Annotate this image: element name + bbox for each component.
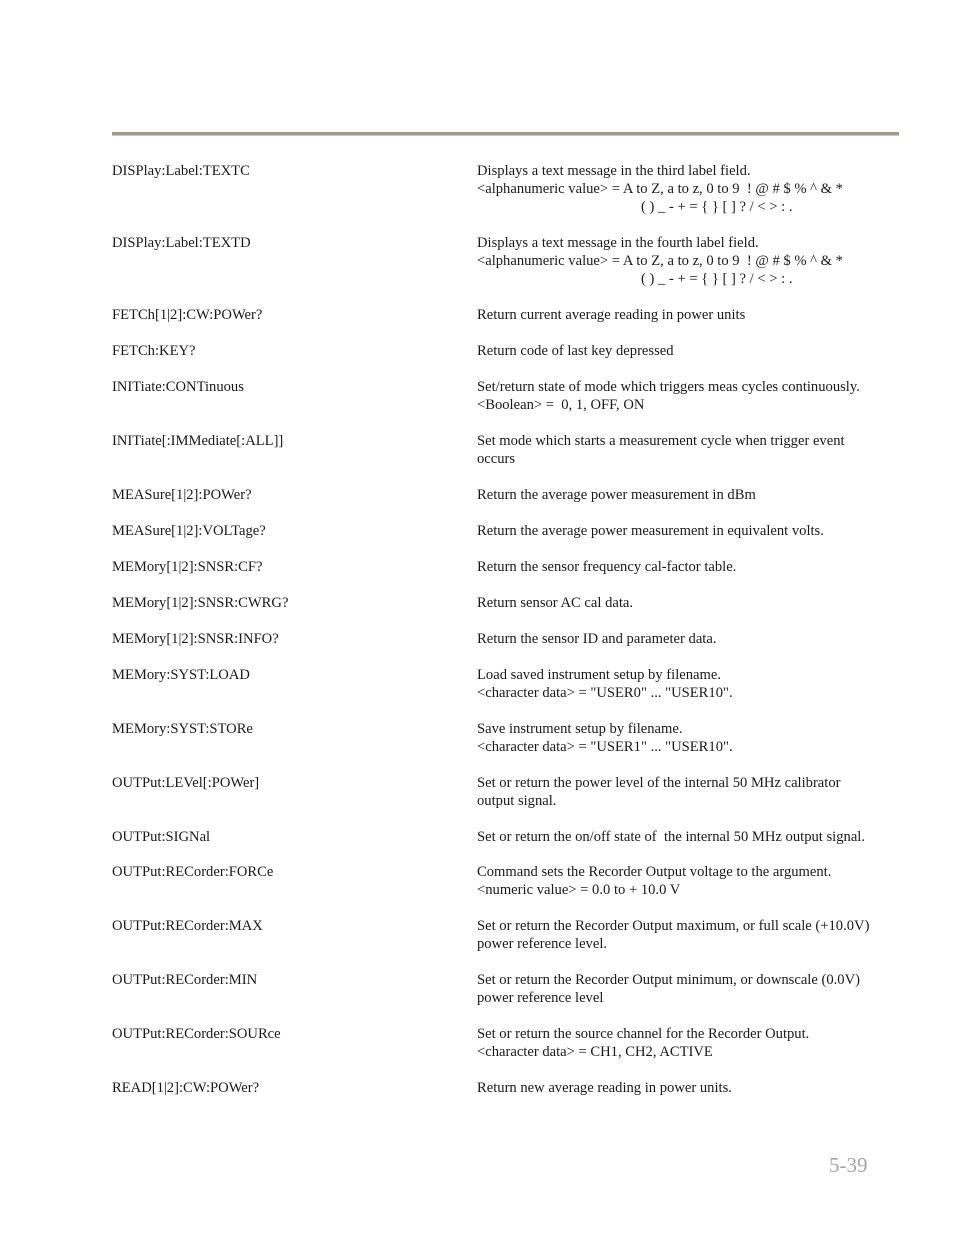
page-number: 5-39 <box>829 1153 868 1177</box>
command-description <box>477 630 912 648</box>
command-row <box>112 234 912 288</box>
command-row <box>112 342 912 360</box>
description-line: Set or return the Recorder Output maximum, or full scale (+10.0V) <box>477 918 870 934</box>
command-description <box>477 486 912 504</box>
command-row <box>112 774 912 810</box>
description-line: Return code of last key depressed <box>477 343 674 359</box>
command-description <box>477 522 912 540</box>
command-description <box>477 917 912 953</box>
command-description <box>477 1025 912 1061</box>
command-description <box>477 971 912 1007</box>
description-line: Set or return the power level of the internal 50 MHz calibrator <box>477 775 841 791</box>
description-line: Return sensor AC cal data. <box>477 595 634 611</box>
command-row <box>112 828 912 846</box>
command-table <box>112 162 912 1115</box>
description-line: ( ) _ - + = { } [ ] ? / < > : . <box>641 199 793 215</box>
command-description <box>477 432 912 468</box>
command-row <box>112 666 912 702</box>
command-name: FETCh[1|2]:CW:POWer? <box>112 307 263 323</box>
description-line: Load saved instrument setup by filename. <box>477 667 721 683</box>
command-name: MEMory[1|2]:SNSR:CWRG? <box>112 595 289 611</box>
command-description <box>477 234 912 288</box>
command-name: MEASure[1|2]:VOLTage? <box>112 523 266 539</box>
description-line: Command sets the Recorder Output voltage to the argument. <box>477 864 832 880</box>
command-row <box>112 630 912 648</box>
command-description <box>477 162 912 216</box>
description-line: <Boolean> = 0, 1, OFF, ON <box>477 397 645 413</box>
command-row <box>112 971 912 1007</box>
command-row <box>112 378 912 414</box>
command-name: OUTPut:RECorder:FORCe <box>112 864 274 880</box>
command-name: INITiate:CONTinuous <box>112 379 244 395</box>
command-row <box>112 1025 912 1061</box>
command-name: INITiate[:IMMediate[:ALL]] <box>112 433 284 449</box>
command-name: MEMory:SYST:LOAD <box>112 667 250 683</box>
command-row <box>112 558 912 576</box>
description-line: Displays a text message in the third label field. <box>477 163 751 179</box>
command-description <box>477 1079 912 1097</box>
description-line: Set mode which starts a measurement cycle when trigger event <box>477 433 845 449</box>
command-row <box>112 720 912 756</box>
command-row <box>112 522 912 540</box>
command-name: MEMory:SYST:STORe <box>112 721 253 737</box>
description-line: <character data> = "USER0" ... "USER10". <box>477 685 733 701</box>
command-description <box>477 594 912 612</box>
command-name: MEMory[1|2]:SNSR:INFO? <box>112 631 279 647</box>
command-row <box>112 863 912 899</box>
description-line: Set or return the source channel for the Recorder Output. <box>477 1026 810 1042</box>
command-row <box>112 162 912 216</box>
command-description <box>477 828 912 846</box>
command-name: OUTPut:SIGNal <box>112 829 211 845</box>
command-name: FETCh:KEY? <box>112 343 196 359</box>
description-line: Set/return state of mode which triggers meas cycles continuously. <box>477 379 860 395</box>
description-line: ( ) _ - + = { } [ ] ? / < > : . <box>641 271 793 287</box>
description-line: <alphanumeric value> = A to Z, a to z, 0 to 9 ! @ # $ % ^ & * <box>477 181 843 197</box>
command-description <box>477 720 912 756</box>
description-line: Set or return the on/off state of the internal 50 MHz output signal. <box>477 829 866 845</box>
command-name: MEMory[1|2]:SNSR:CF? <box>112 559 263 575</box>
description-line: Return the sensor ID and parameter data. <box>477 631 717 647</box>
command-name: OUTPut:RECorder:SOURce <box>112 1026 281 1042</box>
description-line: <character data> = "USER1" ... "USER10". <box>477 739 733 755</box>
description-line: Displays a text message in the fourth label field. <box>477 235 759 251</box>
description-line: Return current average reading in power units <box>477 307 746 323</box>
description-line: Return new average reading in power units. <box>477 1080 732 1096</box>
command-description <box>477 863 912 899</box>
command-name: READ[1|2]:CW:POWer? <box>112 1080 260 1096</box>
command-description <box>477 306 912 324</box>
description-line: <character data> = CH1, CH2, ACTIVE <box>477 1044 713 1060</box>
description-line: Save instrument setup by filename. <box>477 721 683 737</box>
command-description <box>477 378 912 414</box>
description-line: power reference level <box>477 990 604 1006</box>
command-description <box>477 666 912 702</box>
command-name: OUTPut:LEVel[:POWer] <box>112 775 260 791</box>
command-description <box>477 342 912 360</box>
description-line: Set or return the Recorder Output minimum, or downscale (0.0V) <box>477 972 860 988</box>
description-line: power reference level. <box>477 936 608 952</box>
description-line: output signal. <box>477 793 557 809</box>
description-line: Return the sensor frequency cal-factor table. <box>477 559 737 575</box>
description-line: <alphanumeric value> = A to Z, a to z, 0 to 9 ! @ # $ % ^ & * <box>477 253 843 269</box>
description-line: Return the average power measurement in equivalent volts. <box>477 523 824 539</box>
command-row <box>112 594 912 612</box>
command-description <box>477 774 912 810</box>
command-row <box>112 306 912 324</box>
command-row <box>112 432 912 468</box>
command-name: OUTPut:RECorder:MAX <box>112 918 263 934</box>
description-line: Return the average power measurement in dBm <box>477 487 756 503</box>
command-row <box>112 486 912 504</box>
command-row <box>112 1079 912 1097</box>
header-rule <box>112 132 899 136</box>
description-line: <numeric value> = 0.0 to + 10.0 V <box>477 882 681 898</box>
command-name: MEASure[1|2]:POWer? <box>112 487 252 503</box>
command-row <box>112 917 912 953</box>
command-name: DISPlay:Label:TEXTD <box>112 235 251 251</box>
command-name: OUTPut:RECorder:MIN <box>112 972 258 988</box>
command-description <box>477 558 912 576</box>
command-name: DISPlay:Label:TEXTC <box>112 163 250 179</box>
description-line: occurs <box>477 451 516 467</box>
